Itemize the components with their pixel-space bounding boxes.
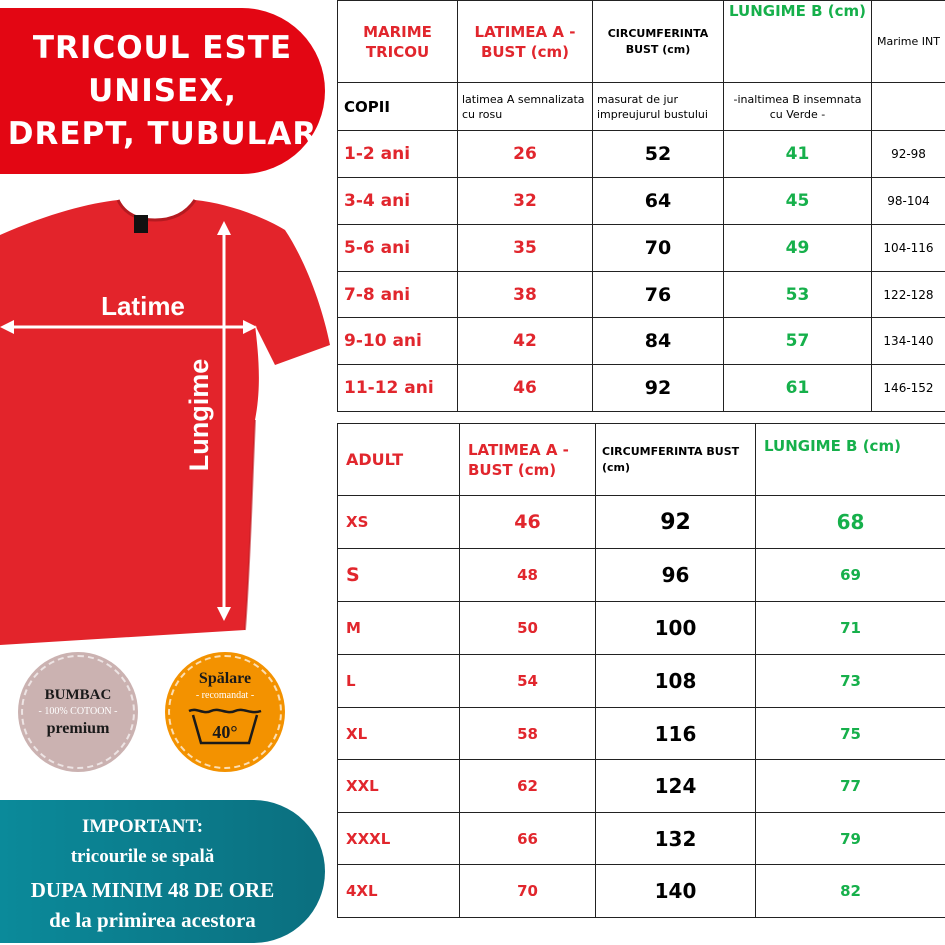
table-row xyxy=(338,496,945,549)
kids-circ: 84 xyxy=(593,318,724,365)
kids-width: 38 xyxy=(458,272,593,318)
kids-width: 46 xyxy=(458,365,593,412)
kids-circ: 76 xyxy=(593,272,724,318)
kids-header-circ: CIRCUMFERINTA BUST (cm) xyxy=(593,1,724,83)
adult-length: 79 xyxy=(756,813,945,865)
adult-length: 69 xyxy=(756,549,945,602)
adult-size: L xyxy=(338,655,460,708)
kids-length: 45 xyxy=(724,178,872,225)
kids-length: 49 xyxy=(724,225,872,272)
adult-size: XXXL xyxy=(338,813,460,865)
kids-label: COPII xyxy=(338,83,458,131)
kids-header-length: LUNGIME B (cm) xyxy=(724,1,872,83)
kids-int: 104-116 xyxy=(872,225,945,272)
kids-size: 7-8 ani xyxy=(338,272,458,318)
kids-length: 41 xyxy=(724,131,872,178)
adult-size: M xyxy=(338,602,460,655)
table-row xyxy=(338,318,945,365)
kids-header-width: LATIMEA A - BUST (cm) xyxy=(458,1,593,83)
table-row xyxy=(338,760,945,813)
adult-width: 62 xyxy=(460,760,596,813)
adult-size: XL xyxy=(338,708,460,760)
kids-int: 122-128 xyxy=(872,272,945,318)
important-line-2: tricourile se spală xyxy=(70,846,215,867)
cotton-badge xyxy=(18,652,138,772)
kids-width: 42 xyxy=(458,318,593,365)
important-banner xyxy=(0,800,325,943)
adult-width: 66 xyxy=(460,813,596,865)
kids-length: 57 xyxy=(724,318,872,365)
kids-circ: 92 xyxy=(593,365,724,412)
kids-int: 92-98 xyxy=(872,131,945,178)
kids-sub-width: latimea A semnalizata cu rosu xyxy=(458,83,593,131)
adult-width: 50 xyxy=(460,602,596,655)
kids-circ: 52 xyxy=(593,131,724,178)
adult-width: 48 xyxy=(460,549,596,602)
adult-length: 73 xyxy=(756,655,945,708)
kids-int: 134-140 xyxy=(872,318,945,365)
important-title: IMPORTANT: xyxy=(81,816,204,837)
adult-size: XS xyxy=(338,496,460,549)
kids-size: 5-6 ani xyxy=(338,225,458,272)
table-row xyxy=(338,865,945,918)
kids-subheader-row xyxy=(338,83,945,131)
kids-sub-int xyxy=(872,83,945,131)
kids-length: 53 xyxy=(724,272,872,318)
table-row xyxy=(338,272,945,318)
adult-label: ADULT xyxy=(338,424,460,496)
banner-line-1: TRICOUL ESTE xyxy=(32,29,293,66)
table-row xyxy=(338,131,945,178)
kids-size: 3-4 ani xyxy=(338,178,458,225)
table-row xyxy=(338,602,945,655)
cotton-badge-sub: - 100% COTOON - xyxy=(38,705,118,717)
wash-temp: 40° xyxy=(212,722,238,742)
adult-length: 77 xyxy=(756,760,945,813)
adult-circ: 108 xyxy=(596,655,756,708)
kids-int: 146-152 xyxy=(872,365,945,412)
kids-size: 11-12 ani xyxy=(338,365,458,412)
adult-header-length: LUNGIME B (cm) xyxy=(756,424,945,496)
length-label: Lungime xyxy=(184,358,214,472)
adult-size-table xyxy=(337,423,945,918)
wash-badge-sub: - recomandat - xyxy=(195,690,255,701)
adult-size: 4XL xyxy=(338,865,460,918)
kids-width: 26 xyxy=(458,131,593,178)
adult-width: 58 xyxy=(460,708,596,760)
kids-size: 1-2 ani xyxy=(338,131,458,178)
adult-circ: 96 xyxy=(596,549,756,602)
adult-circ: 100 xyxy=(596,602,756,655)
adult-size: XXL xyxy=(338,760,460,813)
cotton-badge-title: BUMBAC xyxy=(44,686,112,703)
tshirt-body xyxy=(0,200,330,645)
table-row xyxy=(338,655,945,708)
kids-header-int: Marime INT xyxy=(872,1,945,83)
table-row xyxy=(338,365,945,412)
adult-length: 75 xyxy=(756,708,945,760)
adult-size: S xyxy=(338,549,460,602)
cotton-badge-premium: premium xyxy=(46,719,110,737)
kids-circ: 70 xyxy=(593,225,724,272)
adult-width: 46 xyxy=(460,496,596,549)
tshirt-tag xyxy=(134,215,148,233)
adult-circ: 132 xyxy=(596,813,756,865)
kids-size-table xyxy=(337,0,945,412)
wash-badge xyxy=(165,652,285,772)
kids-header-row xyxy=(338,1,945,83)
adult-header-circ: CIRCUMFERINTA BUST (cm) xyxy=(596,424,756,496)
adult-width: 70 xyxy=(460,865,596,918)
banner-line-2: UNISEX, xyxy=(88,72,237,109)
adult-header-width: LATIMEA A - BUST (cm) xyxy=(460,424,596,496)
adult-length: 71 xyxy=(756,602,945,655)
adult-circ: 92 xyxy=(596,496,756,549)
unisex-banner xyxy=(0,8,325,174)
kids-circ: 64 xyxy=(593,178,724,225)
tshirt-illustration xyxy=(0,185,340,645)
kids-sub-circ: masurat de jur impreujurul bustului xyxy=(593,83,724,131)
kids-width: 35 xyxy=(458,225,593,272)
width-label: Latime xyxy=(101,291,185,321)
banner-line-3: DREPT, TUBULAR xyxy=(7,115,318,152)
adult-length: 82 xyxy=(756,865,945,918)
adult-header-row xyxy=(338,424,945,496)
table-row xyxy=(338,178,945,225)
kids-width: 32 xyxy=(458,178,593,225)
adult-circ: 140 xyxy=(596,865,756,918)
kids-header-size: MARIME TRICOU xyxy=(338,1,458,83)
table-row xyxy=(338,549,945,602)
adult-circ: 116 xyxy=(596,708,756,760)
wash-tub-icon xyxy=(187,705,263,747)
adult-length: 68 xyxy=(756,496,945,549)
kids-int: 98-104 xyxy=(872,178,945,225)
kids-size: 9-10 ani xyxy=(338,318,458,365)
kids-sub-length: -inaltimea B insemnata cu Verde - xyxy=(724,83,872,131)
adult-circ: 124 xyxy=(596,760,756,813)
table-row xyxy=(338,225,945,272)
adult-width: 54 xyxy=(460,655,596,708)
kids-length: 61 xyxy=(724,365,872,412)
table-row xyxy=(338,813,945,865)
important-line-4: de la primirea acestora xyxy=(49,908,256,932)
wash-badge-title: Spălare xyxy=(198,670,252,687)
table-row xyxy=(338,708,945,760)
important-line-3: DUPA MINIM 48 DE ORE xyxy=(30,878,275,902)
